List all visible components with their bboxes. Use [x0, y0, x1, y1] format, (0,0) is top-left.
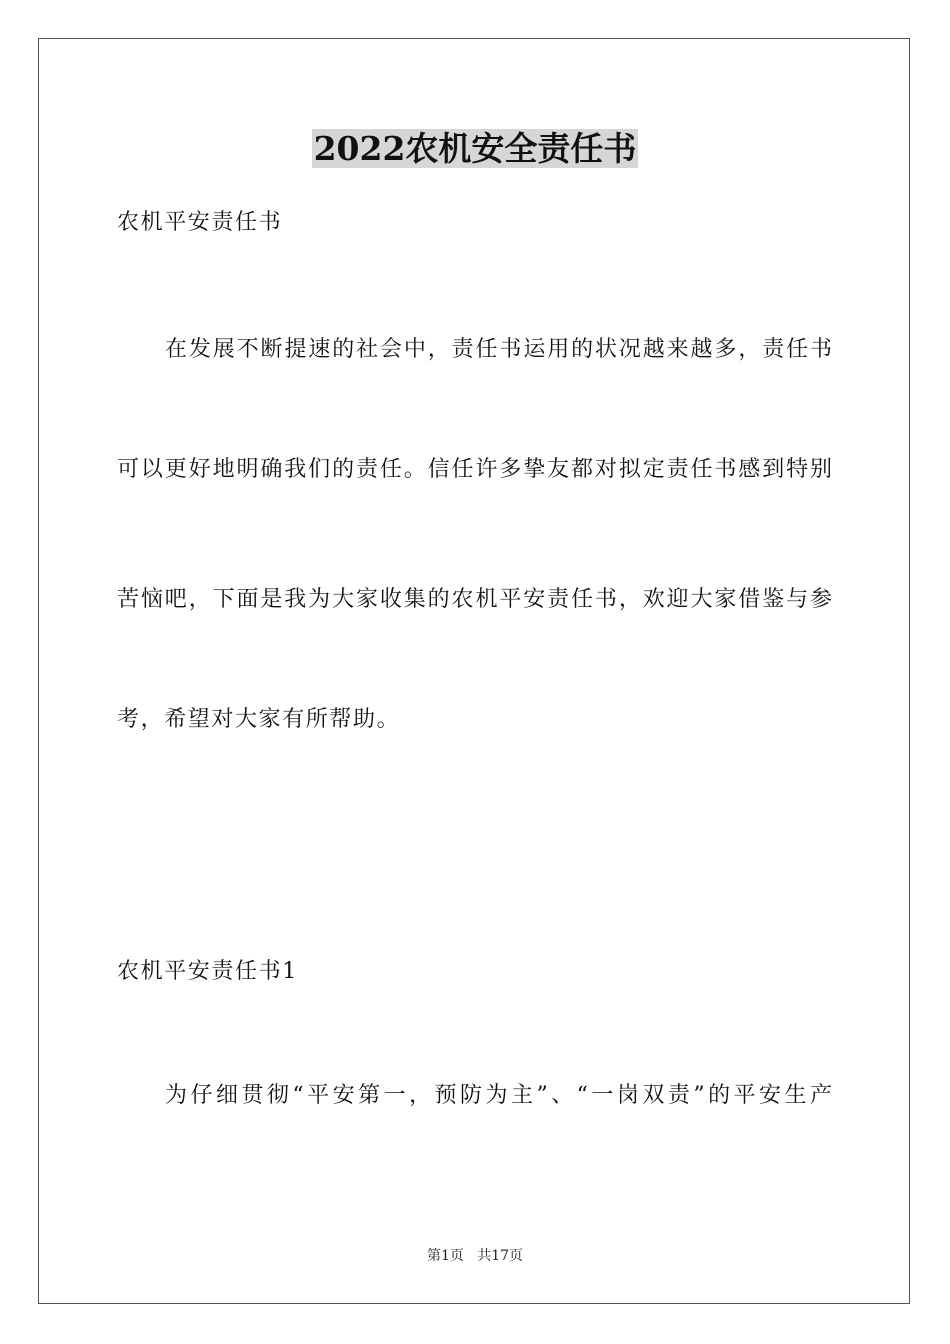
section-heading: 农机平安责任书	[117, 210, 283, 235]
paragraph-line: 为仔细贯彻“平安第一，预防为主”、“一岗双责”的平安生产	[165, 1083, 832, 1108]
document-title-text: 2022农机安全责任书	[313, 129, 637, 168]
page-footer: 第1页 共17页	[426, 1248, 524, 1264]
paragraph-line: 苦恼吧，下面是我为大家收集的农机平安责任书，欢迎大家借鉴与参	[117, 587, 832, 612]
section-heading: 农机平安责任书1	[117, 959, 298, 984]
paragraph-line: 考，希望对大家有所帮助。	[117, 707, 401, 732]
document-title	[0, 127, 950, 171]
paragraph-line: 可以更好地明确我们的责任。信任许多挚友都对拟定责任书感到特别	[117, 457, 832, 482]
paragraph-line: 在发展不断提速的社会中，责任书运用的状况越来越多，责任书	[165, 337, 832, 362]
